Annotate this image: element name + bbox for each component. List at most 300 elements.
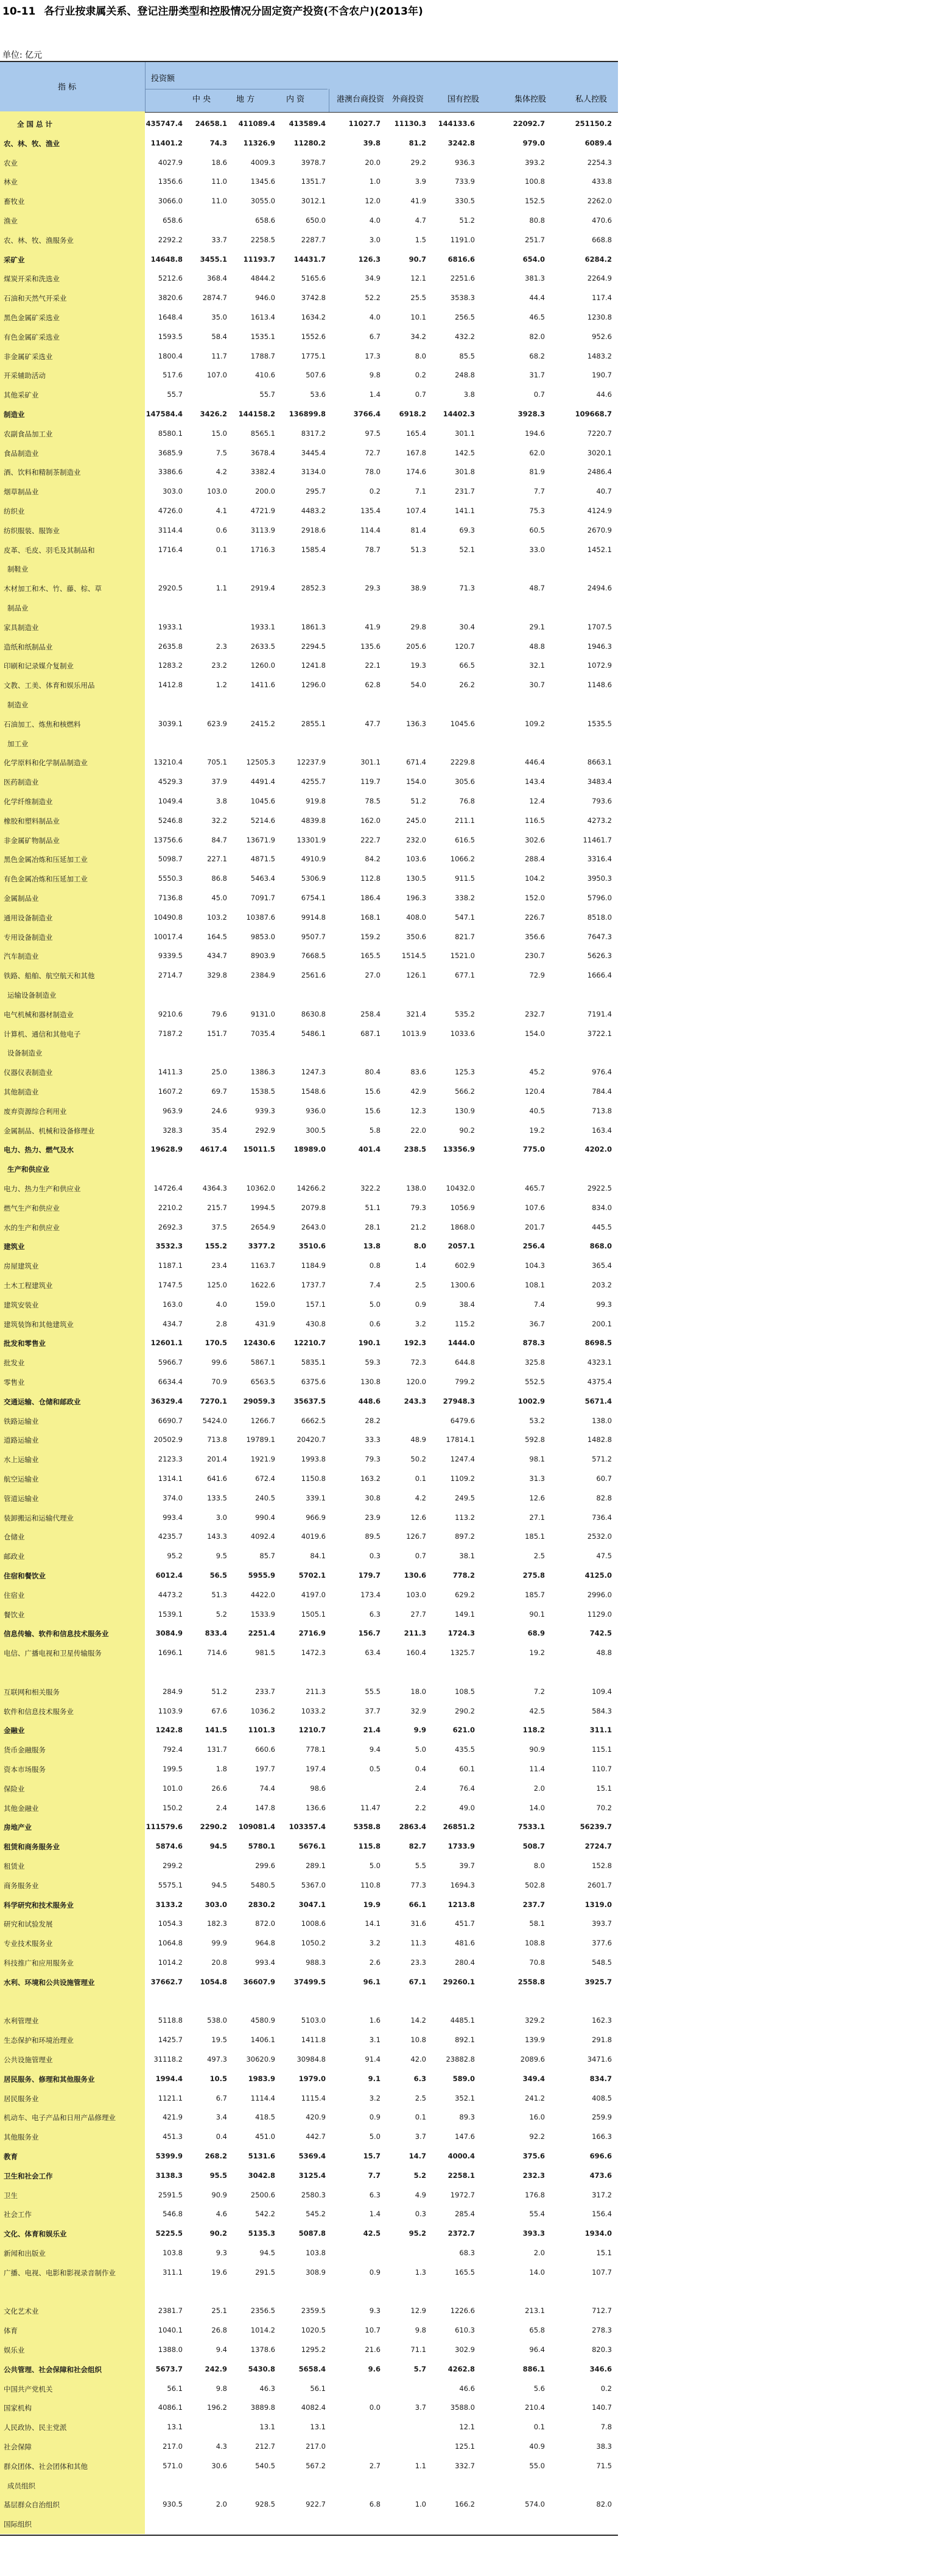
header-foreign: 外商投资 [392,95,424,104]
cell-domestic: 2716.9 [298,1629,326,1638]
cell-total: 571.0 [163,2461,183,2470]
cell-collective: 393.3 [522,2229,545,2238]
cell-private: 163.4 [592,1125,612,1135]
cell-total: 1040.1 [158,2326,183,2335]
cell-domestic: 1020.5 [301,2326,326,2335]
cell-total: 147584.4 [146,410,183,418]
cell-private: 3925.7 [584,1977,612,1986]
cell-hkmt: 9.3 [369,2306,381,2315]
cell-state: 1191.0 [450,235,475,244]
row-indicator-name: 家具制造业 [4,623,39,632]
table-row [0,910,618,926]
cell-hkmt: 51.1 [365,1203,381,1212]
cell-private: 834.7 [589,2074,612,2083]
cell-total: 14726.4 [153,1184,183,1192]
row-indicator-name: 水上运输业 [4,1455,39,1465]
table-row [0,2226,618,2242]
cell-foreign: 154.0 [406,777,426,786]
cell-domestic: 3510.6 [298,1242,326,1251]
cell-collective: 100.8 [525,177,545,186]
cell-domestic: 3012.1 [301,197,326,206]
table-row [0,1839,618,1855]
cell-central: 0.4 [216,2132,227,2141]
table-row [0,1220,618,1236]
cell-collective: 16.0 [529,2113,545,2122]
cell-state: 589.0 [452,2074,475,2083]
table-row [0,2207,618,2222]
cell-local: 7091.7 [250,894,275,902]
cell-collective: 143.4 [525,777,545,786]
cell-state: 936.3 [455,158,475,167]
cell-domestic: 211.3 [306,1687,326,1696]
row-indicator-name: 黑色金属矿采选业 [4,313,60,322]
cell-total: 1388.0 [158,2345,183,2354]
cell-local: 542.2 [255,2210,275,2219]
cell-state: 10432.0 [446,1184,475,1192]
table-row [0,1510,618,1526]
cell-foreign: 4.9 [415,2190,426,2199]
cell-private: 11461.7 [583,835,612,844]
cell-total: 5212.6 [158,274,183,283]
cell-hkmt: 30.8 [365,1493,381,1502]
cell-local: 159.0 [255,1300,275,1309]
cell-domestic: 1241.8 [301,661,326,670]
cell-state: 892.1 [455,2035,475,2045]
cell-local: 10362.0 [246,1184,275,1192]
cell-private: 7191.4 [587,1009,612,1018]
cell-total: 95.2 [167,1552,183,1561]
cell-domestic: 7668.5 [301,951,326,961]
cell-private: 736.4 [592,1513,612,1522]
cell-private: 433.8 [592,177,612,186]
cell-collective: 31.7 [529,371,545,380]
cell-private: 2532.0 [587,1532,612,1541]
row-indicator-name: 信息传输、软件和信息技术服务业 [4,1629,109,1639]
row-indicator-name: 其他服务业 [4,2133,39,2142]
table-row [0,116,618,132]
table-row [0,2459,618,2474]
cell-total: 5874.6 [155,1842,183,1851]
cell-local: 15011.5 [243,1145,275,1154]
cell-domestic: 3978.7 [301,158,326,167]
cell-domestic: 2359.5 [301,2306,326,2315]
row-indicator-name: 新闻和出版业 [4,2249,46,2258]
cell-state: 60.1 [459,1765,475,1773]
table-row [0,1529,618,1545]
cell-total: 37662.7 [150,1977,183,1986]
row-indicator-name: 电气机械和器材制造业 [4,1010,74,1019]
cell-state: 38.4 [459,1300,475,1309]
cell-state: 29260.1 [443,1977,475,1986]
cell-local: 12505.3 [246,758,275,767]
cell-foreign: 79.3 [410,1203,426,1212]
cell-hkmt: 11.47 [360,1803,381,1812]
cell-hkmt: 2.6 [369,1958,381,1967]
cell-local: 8565.1 [250,429,275,438]
cell-local: 13671.9 [246,835,275,844]
row-indicator-name: 金属制品、机械和设备修理业 [4,1126,95,1135]
cell-total: 13756.6 [153,835,183,844]
cell-total: 2123.3 [158,1455,183,1464]
cell-collective: 210.4 [525,2403,545,2412]
cell-collective: 185.1 [525,1532,545,1541]
cell-local: 74.4 [259,1783,275,1793]
cell-central: 35.0 [211,313,227,321]
cell-collective: 213.1 [525,2306,545,2315]
cell-private: 1535.5 [587,719,612,728]
cell-state: 2372.7 [447,2229,475,2238]
cell-local: 2356.5 [250,2306,275,2315]
row-indicator-name: 邮政业 [4,1552,25,1561]
cell-state: 1444.0 [447,1339,475,1348]
cell-state: 1033.6 [450,1029,475,1038]
cell-domestic: 2580.3 [301,2190,326,2199]
cell-hkmt: 0.8 [369,1261,381,1270]
cell-central: 143.3 [207,1532,227,1541]
cell-local: 1983.9 [248,2074,275,2083]
cell-private: 2724.7 [584,1842,612,1851]
cell-hkmt: 2.7 [369,2461,381,2470]
table-row [0,1491,618,1507]
row-indicator-name: 运输设备制造业 [7,991,57,999]
header-central: 中 央 [192,95,211,104]
cell-collective: 98.1 [529,1455,545,1464]
cell-private: 162.3 [592,2016,612,2025]
cell-domestic: 217.0 [306,2442,326,2451]
table-row [0,252,618,268]
table-row [0,542,618,558]
cell-total: 311.1 [163,2267,183,2277]
cell-foreign: 103.6 [406,855,426,864]
cell-total: 8580.1 [158,429,183,438]
cell-total: 3066.0 [158,197,183,206]
cell-local: 1788.7 [250,351,275,360]
cell-central: 2.4 [216,1803,227,1812]
cell-central: 67.6 [211,1706,227,1715]
table-row [0,813,618,829]
cell-collective: 104.2 [525,874,545,883]
cell-private: 203.2 [592,1281,612,1289]
cell-central: 164.5 [207,932,227,941]
cell-domestic: 650.0 [306,216,326,225]
cell-foreign: 71.1 [410,2345,426,2354]
cell-collective: 75.3 [529,506,545,515]
table-row [0,2323,618,2339]
cell-local: 197.7 [255,1765,275,1773]
cell-local: 5480.5 [250,1880,275,1889]
cell-total: 1607.2 [158,1087,183,1096]
table-row [0,2420,618,2435]
row-indicator-name: 其他制造业 [4,1088,39,1096]
cell-collective: 14.0 [529,1803,545,1812]
cell-foreign: 29.8 [410,622,426,631]
cell-total: 3133.2 [155,1900,183,1909]
cell-state: 38.1 [459,1552,475,1561]
cell-hkmt: 156.7 [358,1629,381,1638]
table-row [0,2168,618,2184]
cell-state: 1521.0 [450,951,475,961]
cell-local: 1386.3 [250,1068,275,1077]
cell-domestic: 1585.4 [301,545,326,554]
cell-local: 29059.3 [243,1396,275,1405]
cell-private: 190.7 [592,371,612,380]
cell-total: 4235.7 [158,1532,183,1541]
cell-local: 872.0 [255,1919,275,1928]
cell-hkmt: 401.4 [358,1145,381,1154]
cell-local: 1411.6 [250,681,275,690]
row-indicator-name: 货币金融服务 [4,1746,46,1755]
cell-private: 1452.1 [587,545,612,554]
table-row [0,1819,618,1835]
cell-foreign: 42.0 [410,2055,426,2063]
cell-total: 2292.2 [158,235,183,244]
cell-private: 82.0 [596,2500,612,2509]
cell-local: 1921.9 [250,1455,275,1464]
cell-hkmt: 47.7 [365,719,381,728]
cell-private: 251150.2 [575,119,612,128]
cell-private: 470.6 [592,216,612,225]
cell-central: 2290.2 [200,1822,227,1832]
cell-foreign: 130.5 [406,874,426,883]
cell-private: 8518.0 [587,912,612,922]
table-row [0,1587,618,1603]
cell-private: 107.7 [592,2267,612,2277]
cell-total: 434.7 [163,1319,183,1328]
cell-collective: 508.7 [522,1842,545,1851]
cell-collective: 19.2 [529,1648,545,1657]
row-indicator-name: 国家机构 [4,2404,32,2413]
cell-total: 2635.8 [158,642,183,651]
row-indicator-name: 社会保障 [4,2443,32,2451]
cell-collective: 574.0 [525,2500,545,2509]
cell-central: 4.0 [216,1300,227,1309]
table-row [0,194,618,209]
cell-total: 1064.8 [158,1939,183,1948]
row-indicator-name: 全 国 总 计 [17,120,53,128]
cell-private: 868.0 [589,1242,612,1251]
cell-foreign: 0.7 [415,390,426,399]
row-indicator-name: 住宿业 [4,1591,25,1600]
row-indicator-name: 研究和试验发展 [4,1920,53,1929]
row-indicator-name: 资本市场服务 [4,1765,46,1774]
cell-private: 2601.7 [587,1880,612,1889]
cell-private: 278.3 [592,2326,612,2335]
table-row [0,2516,618,2532]
cell-state: 26.2 [459,681,475,690]
row-indicator-name: 有色金属冶炼和压延加工业 [4,875,88,884]
cell-collective: 7.7 [533,487,545,496]
table-row [0,1239,618,1255]
cell-local: 11326.9 [243,138,275,147]
cell-state: 211.1 [455,816,475,825]
table-row [0,1626,618,1642]
cell-domestic: 3445.4 [301,448,326,457]
cell-central: 35.4 [211,1125,227,1135]
cell-local: 5135.3 [248,2229,275,2238]
cell-private: 1319.0 [584,1900,612,1909]
row-indicator-name: 制鞋业 [7,565,29,574]
cell-state: 332.7 [455,2461,475,2470]
table-row [0,368,618,383]
cell-private: 1666.4 [587,971,612,980]
cell-domestic: 20420.7 [297,1435,326,1444]
cell-hkmt: 0.9 [369,2267,381,2277]
cell-total: 1994.4 [155,2074,183,2083]
cell-total: 5966.7 [158,1358,183,1367]
cell-collective: 55.4 [529,2210,545,2219]
cell-foreign: 95.2 [409,2229,426,2238]
table-row [0,310,618,326]
cell-collective: 0.1 [533,2423,545,2432]
cell-hkmt: 4.0 [369,313,381,321]
cell-total: 36329.4 [150,1396,183,1405]
cell-private: 820.3 [592,2345,612,2354]
table-row [0,1142,618,1158]
cell-foreign: 408.0 [406,912,426,922]
cell-domestic: 3125.4 [298,2171,326,2180]
cell-central: 37.5 [211,1222,227,1231]
row-indicator-name: 皮革、毛皮、羽毛及其制品和 [4,545,95,555]
table-row [0,1355,618,1371]
cell-central: 368.4 [207,274,227,283]
header-domestic: 内 资 [286,95,305,104]
cell-total: 303.0 [163,487,183,496]
cell-foreign: 12.1 [410,274,426,283]
cell-state: 71.3 [459,584,475,593]
cell-central: 497.3 [207,2055,227,2063]
cell-collective: 154.0 [525,1029,545,1038]
cell-domestic: 136.6 [306,1803,326,1812]
cell-total: 2381.7 [158,2306,183,2315]
cell-local: 1045.6 [250,797,275,805]
cell-hkmt: 322.2 [360,1184,381,1192]
cell-foreign: 6.3 [413,2074,426,2083]
cell-collective: 72.9 [529,971,545,980]
cell-total: 163.0 [163,1300,183,1309]
cell-domestic: 3742.8 [301,293,326,303]
cell-local: 1622.6 [250,1281,275,1289]
cell-state: 256.5 [455,313,475,321]
cell-hkmt: 78.5 [365,797,381,805]
cell-foreign: 0.1 [415,1474,426,1483]
cell-foreign: 126.1 [406,971,426,980]
cell-central: 26.8 [211,2326,227,2335]
cell-total: 2210.2 [158,1203,183,1212]
cell-private: 473.6 [589,2171,612,2180]
cell-central: 25.0 [211,1068,227,1077]
cell-hkmt: 9.1 [368,2074,381,2083]
cell-state: 69.3 [459,525,475,534]
cell-private: 668.8 [592,235,612,244]
cell-domestic: 1247.3 [301,1068,326,1077]
cell-domestic: 84.1 [310,1552,326,1561]
cell-hkmt: 0.2 [369,487,381,496]
cell-total: 5098.7 [158,855,183,864]
row-indicator-name: 其他金融业 [4,1804,39,1813]
table-row [0,136,618,152]
row-indicator-name: 电信、广播电视和卫星传输服务 [4,1649,102,1658]
cell-total: 2591.5 [158,2190,183,2199]
cell-central: 74.3 [209,138,227,147]
cell-private: 784.4 [592,1087,612,1096]
cell-state: 778.2 [452,1571,475,1580]
cell-local: 4009.3 [250,158,275,167]
table-row [0,929,618,945]
cell-local: 1266.7 [250,1416,275,1425]
cell-private: 1707.5 [587,622,612,631]
cell-local: 1535.1 [250,332,275,341]
cell-hkmt: 6.8 [369,2500,381,2509]
cell-total: 2692.3 [158,1222,183,1231]
cell-local: 658.6 [255,216,275,225]
cell-collective: 446.4 [525,758,545,767]
row-indicator-name: 科学研究和技术服务业 [4,1900,74,1909]
cell-collective: 275.8 [522,1571,545,1580]
cell-foreign: 31.6 [410,1919,426,1928]
cell-central: 182.3 [207,1919,227,1928]
cell-domestic: 778.1 [306,1745,326,1754]
table-row [0,2052,618,2068]
cell-total: 103.8 [163,2249,183,2257]
cell-state: 4000.4 [447,2152,475,2160]
cell-collective: 232.7 [525,1009,545,1018]
cell-foreign: 3.7 [415,2403,426,2412]
cell-domestic: 2643.0 [301,1222,326,1231]
cell-hkmt: 20.0 [365,158,381,167]
cell-domestic: 1150.8 [301,1474,326,1483]
cell-hkmt: 79.3 [365,1455,381,1464]
cell-central: 268.2 [205,2152,227,2160]
cell-central: 51.2 [211,1687,227,1696]
row-indicator-name: 有色金属矿采选业 [4,332,60,341]
cell-collective: 96.4 [529,2345,545,2354]
cell-state: 39.7 [459,1861,475,1870]
cell-total: 10017.4 [153,932,183,941]
cell-local: 5214.6 [250,816,275,825]
cell-collective: 7.2 [533,1687,545,1696]
cell-local: 964.8 [255,1939,275,1948]
cell-central: 1.8 [216,1765,227,1773]
table-row [0,1762,618,1777]
cell-collective: 5.6 [533,2384,545,2393]
row-indicator-name: 广播、电视、电影和影视录音制作业 [4,2268,116,2277]
cell-foreign: 2863.4 [399,1822,426,1832]
row-indicator-name: 水利管理业 [4,2017,39,2026]
table-row [0,329,618,345]
cell-state: 108.5 [455,1687,475,1696]
cell-local: 7035.4 [250,1029,275,1038]
cell-collective: 48.8 [529,642,545,651]
table-row [0,1975,618,1990]
row-indicator-name: 酒、饮料和精制茶制造业 [4,468,81,477]
cell-collective: 22092.7 [513,119,545,128]
row-indicator-name: 成员组织 [7,2481,35,2490]
cell-state: 301.1 [455,429,475,438]
cell-collective: 58.1 [529,1919,545,1928]
cell-collective: 3928.3 [518,410,545,418]
cell-private: 200.1 [592,1319,612,1328]
cell-total: 199.5 [163,1765,183,1773]
cell-local: 939.3 [255,1106,275,1115]
cell-private: 6284.2 [584,254,612,264]
cell-local: 2258.5 [250,235,275,244]
table-row [0,1200,618,1216]
cell-total: 20502.9 [153,1435,183,1444]
table-row [0,561,618,577]
cell-central: 69.7 [211,1087,227,1096]
cell-total: 2920.5 [158,584,183,593]
cell-hkmt: 3.0 [369,235,381,244]
